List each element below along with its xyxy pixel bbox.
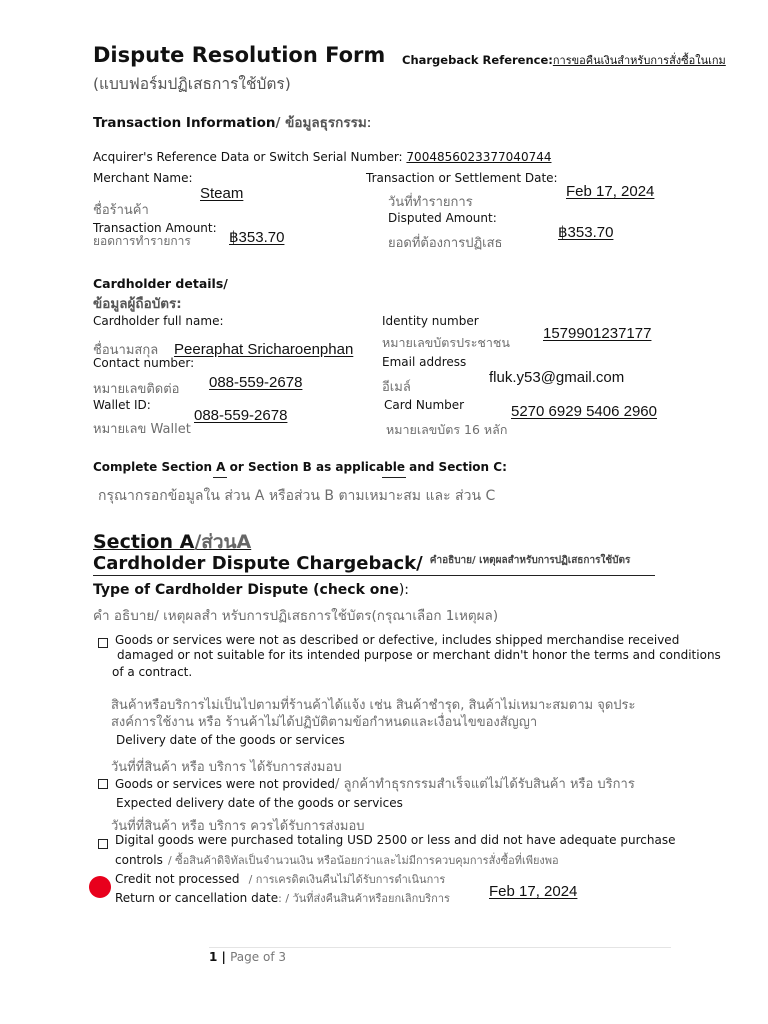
option-not-provided-row — [115, 773, 635, 794]
option-digital-goods-line1: Digital goods were purchased totaling USD 2500 or less and did not have adequate purchase — [115, 833, 676, 847]
contact-value[interactable]: 088-559-2678 — [209, 374, 303, 391]
expected-delivery-label: Expected delivery date of the goods or services — [116, 796, 403, 810]
chargeback-reference — [402, 51, 726, 69]
transaction-heading — [93, 111, 371, 133]
return-date-label: Return or cancellation date — [115, 891, 279, 905]
expected-delivery-th: วันที่ที่สินค้า หรือ บริการ ควรได้รับการส่งมอบ — [111, 819, 365, 834]
card-value[interactable]: 5270 6929 5406 2960 — [511, 403, 657, 420]
disputed-label: Disputed Amount: — [388, 211, 497, 225]
section-a-subtitle-row — [93, 553, 655, 576]
instructions-text: Complete Section A or Section B as applicable and Section C: — [93, 460, 507, 474]
delivery-date-label: Delivery date of the goods or services — [116, 733, 345, 747]
wallet-label-th: หมายเลข Wallet — [93, 422, 191, 437]
return-date-row — [115, 887, 450, 907]
amount-value[interactable]: ฿353.70 — [229, 229, 285, 246]
amount-label: Transaction Amount: — [93, 221, 217, 235]
page-of: Page of 3 — [230, 950, 286, 964]
id-value[interactable]: 1579901237177 — [543, 325, 652, 342]
merchant-label-th: ชื่อร้านค้า — [93, 203, 149, 218]
delivery-date-th: วันที่ที่สินค้า หรือ บริการ ได้รับการส่งมอบ — [111, 760, 342, 775]
return-date-th: : / วันที่ส่งคืนสินค้าหรือยกเลิกบริการ — [278, 892, 450, 905]
credit-not-processed-label: Credit not processed — [115, 872, 240, 886]
section-a-title-en: Section A — [93, 531, 195, 553]
credit-not-processed-row — [115, 868, 445, 888]
arn-label: Acquirer's Reference Data or Switch Serial Number: — [93, 150, 407, 164]
name-label-th: ชื่อนามสกุล — [93, 343, 159, 358]
merchant-value[interactable]: Steam — [200, 185, 244, 202]
instructions-underline-and — [382, 477, 406, 478]
page-title: Dispute Resolution Form — [93, 43, 386, 67]
page-separator: | — [217, 950, 231, 964]
dispute-type-label — [93, 582, 409, 598]
option-not-as-described-checkbox[interactable] — [98, 638, 108, 648]
dispute-type-th: คำ อธิบาย/ เหตุผลสำ หรับการปฏิเสธการใช้บัตร(กรุณาเลือก 1เหตุผล) — [93, 608, 499, 624]
option-digital-goods-th: / ซื้อสินค้าดิจิทัลเป็นจำนวนเงิน หรือน้อยกว่าและไม่มีการควบคุมการสั่งซื้อที่เพียงพอ — [167, 854, 559, 867]
card-label-th: หมายเลขบัตร 16 หลัก — [386, 422, 508, 437]
footer-divider — [209, 947, 671, 948]
id-label: Identity number — [382, 314, 479, 328]
date-label: Transaction or Settlement Date: — [366, 171, 558, 185]
wallet-label: Wallet ID: — [93, 398, 151, 412]
card-label: Card Number — [384, 398, 465, 412]
red-dot-marker — [89, 876, 111, 898]
chargeback-value[interactable]: การขอคืนเงินสำหรับการสั่งซื้อในเกม — [552, 54, 726, 67]
instructions-underline-or — [213, 477, 227, 478]
arn-value[interactable]: 7004856023377040744 — [406, 150, 552, 164]
date-value[interactable]: Feb 17, 2024 — [566, 183, 655, 200]
option-not-provided-checkbox[interactable] — [98, 779, 108, 789]
email-label: Email address — [382, 355, 467, 369]
name-value[interactable]: Peeraphat Sricharoenphan — [174, 341, 354, 358]
id-label-th: หมายเลขบัตรประชาชน — [382, 335, 510, 350]
contact-label-th: หมายเลขติดต่อ — [93, 382, 180, 397]
page-footer — [209, 950, 286, 964]
disputed-value[interactable]: ฿353.70 — [558, 224, 614, 241]
page-subtitle: (แบบฟอร์มปฏิเสธการใช้บัตร) — [93, 75, 291, 93]
transaction-heading-colon: : — [366, 115, 372, 131]
dispute-type-bold: check one — [319, 582, 399, 598]
option-digital-goods-row2 — [115, 849, 559, 869]
option-not-as-described-th2: สงค์การใช้งาน หรือ ร้านค้าไม่ได้ปฏิบัติตามข้อกำหนดและเงื่อนไขของสัญญา — [111, 715, 538, 730]
date-label-th: วันที่ทำรายการ — [388, 195, 473, 210]
return-date-value[interactable]: Feb 17, 2024 — [489, 883, 578, 900]
cardholder-heading-th: ข้อมูลผู้ถือบัตร: — [93, 296, 182, 312]
instructions-text-th: กรุณากรอกข้อมูลใน ส่วน A หรือส่วน B ตามเหมาะสม และ ส่วน C — [98, 488, 496, 504]
dispute-type-end: ): — [398, 582, 410, 598]
option-not-as-described-line3: of a contract. — [112, 665, 193, 679]
option-not-as-described-line2: damaged or not suitable for its intended purpose or merchant didn't honor the terms and conditions — [117, 648, 721, 662]
name-label: Cardholder full name: — [93, 314, 224, 328]
option-not-provided-label: Goods or services were not provided — [115, 777, 336, 791]
dispute-type-text: Type of Cardholder Dispute ( — [93, 582, 320, 598]
option-not-as-described-th1: สินค้าหรือบริการไม่เป็นไปตามที่ร้านค้าได้แจ้ง เช่น สินค้าชำรุด, สินค้าไม่เหมาะสมตาม จุดประ — [111, 698, 636, 713]
email-value[interactable]: fluk.y53@gmail.com — [489, 369, 625, 386]
option-not-provided-th: / ลูกค้าทำธุรกรรมสำเร็จแต่ไม่ได้รับสินค้า หรือ บริการ — [335, 777, 635, 792]
arn-row — [93, 150, 551, 164]
transaction-heading-th: / ข้อมูลธุรกรรม — [275, 115, 367, 131]
cardholder-heading: Cardholder details/ — [93, 276, 228, 291]
transaction-heading-en: Transaction Information — [93, 115, 276, 131]
disputed-label-th: ยอดที่ต้องการปฏิเสธ — [388, 236, 503, 251]
option-digital-goods-line2: controls — [115, 853, 163, 867]
option-not-as-described-line1: Goods or services were not as described or defective, includes shipped merchandise received — [115, 633, 680, 647]
wallet-value[interactable]: 088-559-2678 — [194, 407, 288, 424]
section-a-subtitle-th: คำอธิบาย/ เหตุผลสำหรับการปฏิเสธการใช้บัตร — [429, 555, 631, 566]
credit-not-processed-th: / การเครดิตเงินคืนไม่ได้รับการดำเนินการ — [248, 873, 446, 886]
option-digital-goods-checkbox[interactable] — [98, 839, 108, 849]
amount-label-th: ยอดการทำรายการ — [93, 234, 191, 248]
merchant-label: Merchant Name: — [93, 171, 193, 185]
contact-label: Contact number: — [93, 356, 195, 370]
page-number: 1 — [209, 950, 218, 964]
section-a-subtitle: Cardholder Dispute Chargeback/ — [93, 553, 423, 574]
chargeback-label: Chargeback Reference: — [402, 53, 553, 67]
email-label-th: อีเมล์ — [382, 380, 411, 395]
section-a-title-th: /ส่วนA — [194, 531, 252, 553]
